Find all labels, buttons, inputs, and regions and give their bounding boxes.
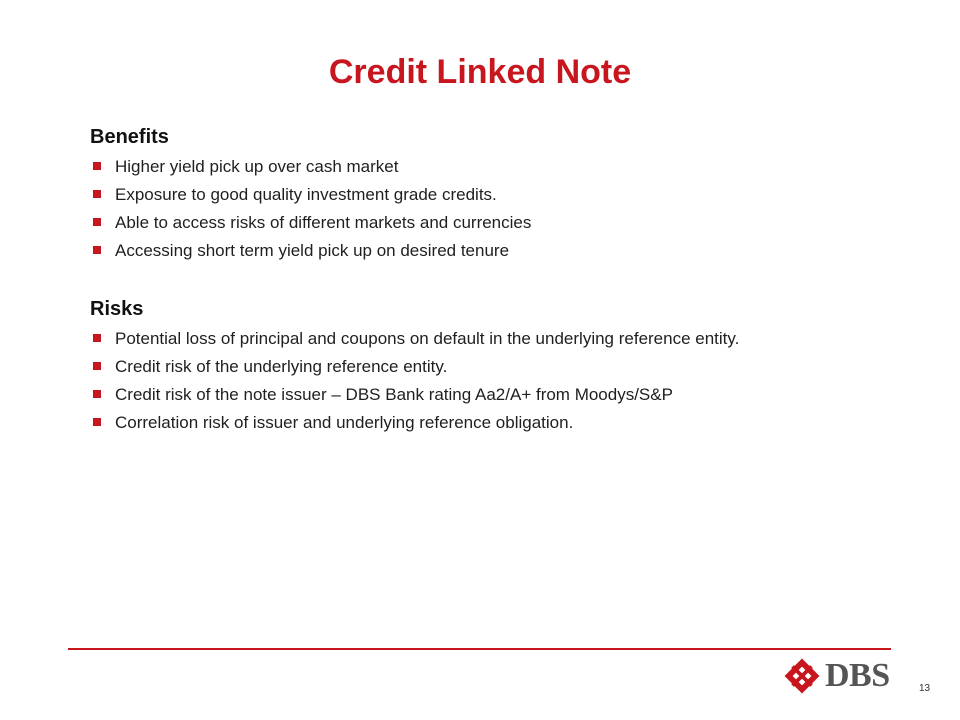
bullet-square-icon [93,390,101,398]
dbs-logo-mark-icon [783,657,821,695]
risks-section [90,296,870,440]
bullet-square-icon [93,334,101,342]
bullet-square-icon [93,218,101,226]
bullet-text: Credit risk of the underlying reference entity. [115,357,448,376]
risks-heading: Risks [90,298,144,320]
dbs-logo [783,656,898,696]
list-item [90,184,870,205]
bullet-text: Able to access risks of different markets and currencies [115,213,532,232]
bullet-text: Credit risk of the note issuer – DBS Bank rating Aa2/A+ from Moodys/S&P [115,385,673,404]
list-item [90,384,870,405]
bullet-text: Potential loss of principal and coupons on default in the underlying reference entity. [115,329,740,348]
benefits-heading: Benefits [90,126,169,148]
list-item [90,412,870,433]
list-item [90,328,870,349]
risks-list [90,328,870,433]
bullet-square-icon [93,162,101,170]
bullet-text: Correlation risk of issuer and underlying reference obligation. [115,413,574,432]
list-item [90,356,870,377]
slide-title: Credit Linked Note [328,53,632,91]
bullet-square-icon [93,190,101,198]
benefits-list [90,156,870,261]
logo-text: DBS [825,657,890,694]
page-number: 13 [919,683,931,694]
list-item [90,212,870,233]
bullet-text: Exposure to good quality investment grade credits. [115,185,497,204]
bullet-square-icon [93,246,101,254]
bullet-square-icon [93,362,101,370]
bullet-text: Accessing short term yield pick up on desired tenure [115,241,510,260]
list-item [90,156,870,177]
bullet-square-icon [93,418,101,426]
list-item [90,240,870,261]
bullet-text: Higher yield pick up over cash market [115,157,399,176]
benefits-section [90,124,870,268]
footer-divider [68,648,891,650]
